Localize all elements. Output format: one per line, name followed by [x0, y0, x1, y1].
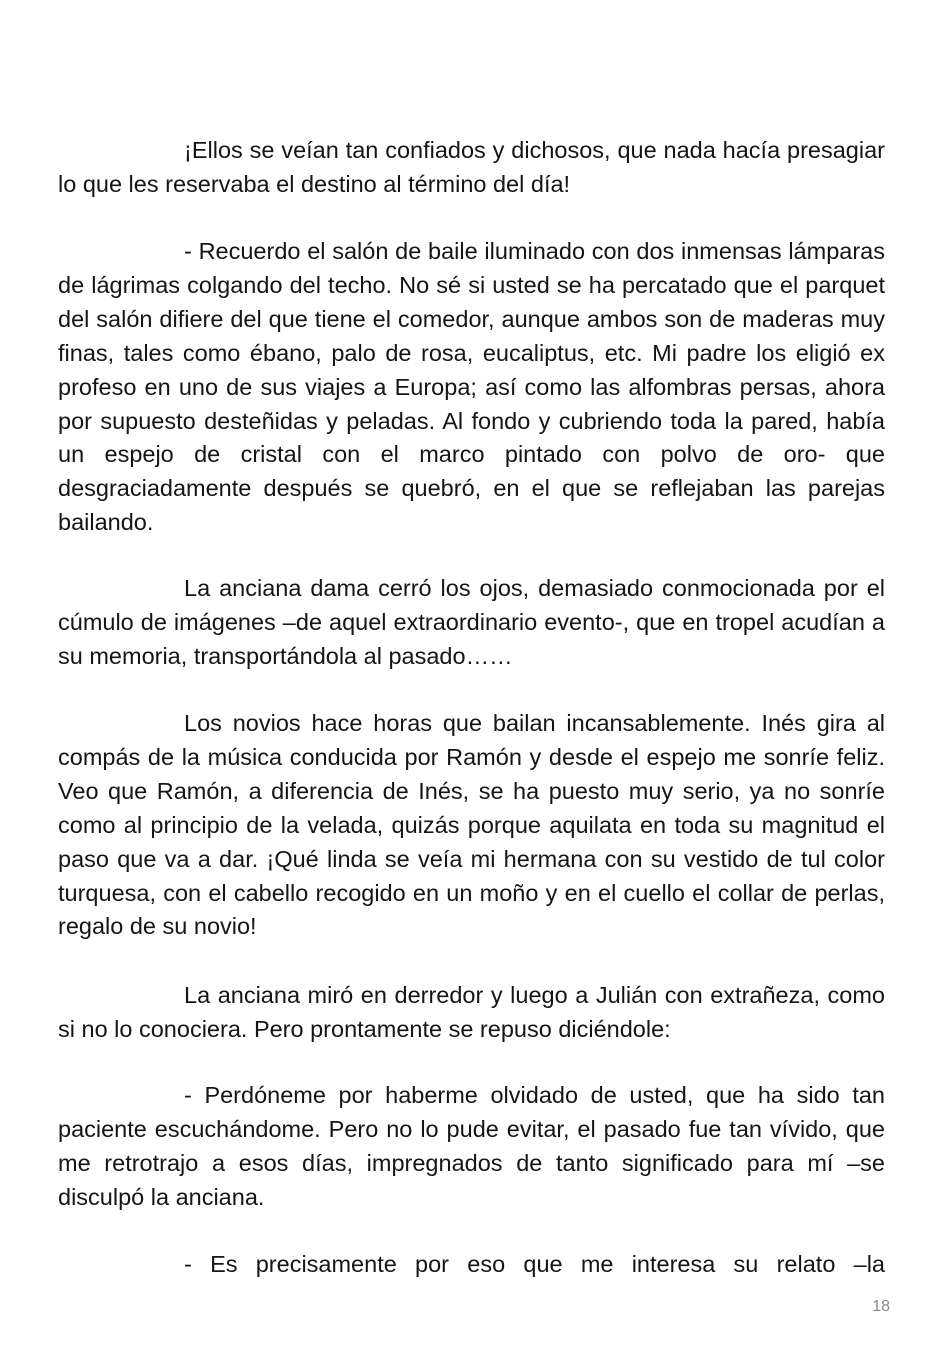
page-number: 18: [872, 1298, 890, 1315]
paragraph-narration-1: ¡Ellos se veían tan confiados y dichosos, que nada hacía presagiar lo que les reservaba el destino al término del día!: [58, 137, 885, 197]
paragraph-dialogue-ballroom: - Recuerdo el salón de baile iluminado con dos inmensas lámparas de lágrimas colgando del techo. No sé si usted se ha percatado que el parquet del salón difiere del que tiene el comedor, aunque ambos son de maderas muy finas, tales como ébano, palo de rosa, eucaliptus, etc. Mi padre los eligió ex profeso en uno de sus viajes a Europa; así como las alfombras persas, ahora por supuesto desteñidas y peladas. Al fondo y cubriendo toda la pared, había un espejo de cristal con el marco pintado con polvo de oro- que desgraciadamente después se quebró, en el que se reflejaban las parejas bailando.: [58, 238, 885, 536]
paragraph-narration-3: La anciana miró en derredor y luego a Julián con extrañeza, como si no lo conociera. Pero prontamente se repuso diciéndole:: [58, 982, 885, 1042]
paragraph-memory: Los novios hace horas que bailan incansablemente. Inés gira al compás de la música conducida por Ramón y desde el espejo me sonríe feliz. Veo que Ramón, a diferencia de Inés, se ha puesto muy serio, ya no sonríe como al principio de la velada, quizás porque aquilata en toda su magnitud el paso que va a dar. ¡Qué linda se veía mi hermana con su vestido de tul color turquesa, con el cabello recogido en un moño y en el cuello el collar de perlas, regalo de su novio!: [58, 710, 885, 940]
paragraph-dialogue-reply: - Es precisamente por eso que me interesa su relato –la: [184, 1251, 885, 1277]
paragraph-dialogue-apology: - Perdóneme por haberme olvidado de usted, que ha sido tan paciente escuchándome. Pero no lo pude evitar, el pasado fue tan vívido, que me retrotrajo a esos días, impregnados de tanto significado para mí –se disculpó la anciana.: [58, 1082, 885, 1210]
paragraph-narration-2: La anciana dama cerró los ojos, demasiado conmocionada por el cúmulo de imágenes –de aquel extraordinario evento-, que en tropel acudían a su memoria, transportándola al pasado……: [58, 575, 885, 669]
